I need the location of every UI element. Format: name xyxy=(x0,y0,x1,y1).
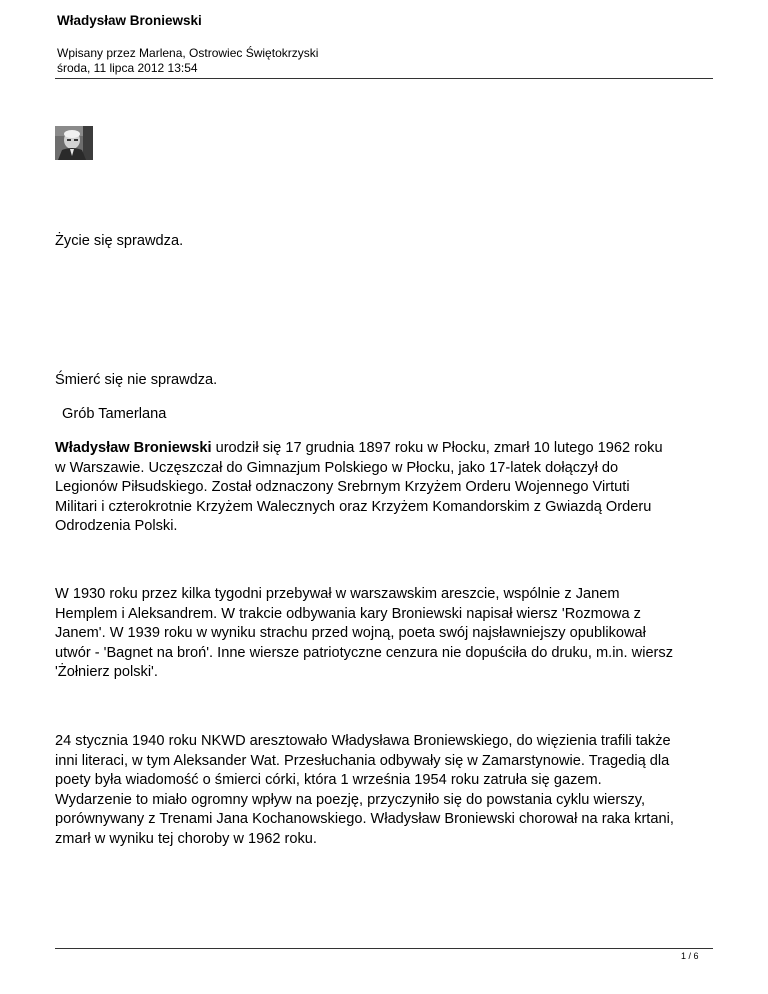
author-line: Wpisany przez Marlena, Ostrowiec Świętokrzyski xyxy=(57,46,319,60)
paragraph-line: Odrodzenia Polski. xyxy=(55,518,178,534)
paragraph-line: 24 stycznia 1940 roku NKWD aresztowało Władysława Broniewskiego, do więzienia trafili także xyxy=(55,733,671,749)
paragraph-line: W 1930 roku przez kilka tygodni przebywał w warszawskim areszcie, wspólnie z Janem xyxy=(55,586,620,602)
paragraph-line: poety była wiadomość o śmierci córki, która 1 września 1954 roku zatruła się gazem. xyxy=(55,772,602,788)
poem-title: Grób Tamerlana xyxy=(62,406,167,422)
article-meta xyxy=(57,46,318,76)
paragraph-nkwd-1940 xyxy=(55,732,723,849)
paragraph-line: w Warszawie. Uczęszczał do Gimnazjum Polskiego w Płocku, jako 17-latek dołączył do xyxy=(55,459,619,476)
paragraph-line: zmarł w wyniku tej choroby w 1962 roku. xyxy=(55,830,317,847)
paragraph-line: Wydarzenie to miało ogromny wpływ na poezję, przyczyniło się do powstania cyklu wierszy, xyxy=(55,791,646,808)
paragraph-biography xyxy=(55,439,723,537)
paragraph-line: 'Żołnierz polski'. xyxy=(55,664,158,680)
footer-divider xyxy=(55,948,713,949)
paragraph-line: Militari i czterokrotnie Krzyżem Walecznych oraz Krzyżem Komandorskim z Gwiazdą Orderu xyxy=(55,498,652,515)
paragraph-line: Janem'. W 1939 roku w wyniku strachu przed wojną, poeta swój najsławniejszy opublikował xyxy=(55,625,646,641)
subject-name: Władysław Broniewski xyxy=(55,440,212,456)
header-divider xyxy=(55,78,713,79)
portrait-image xyxy=(55,126,93,160)
paragraph-arrest-1930 xyxy=(55,585,723,683)
date-line: środa, 11 lipca 2012 13:54 xyxy=(57,61,198,75)
page-title: Władysław Broniewski xyxy=(57,13,202,28)
paragraph-line: utwór - 'Bagnet na broń'. Inne wiersze patriotyczne cenzura nie dopuściła do druku, m.in. wiersz xyxy=(55,644,674,661)
verse-line-life: Życie się sprawdza. xyxy=(55,233,184,249)
paragraph-line: Legionów Piłsudskiego. Został odznaczony Srebrnym Krzyżem Orderu Wojennego Virtuti xyxy=(55,479,630,495)
verse-line-death: Śmierć się nie sprawdza. xyxy=(55,372,218,388)
paragraph-line: Hemplem i Aleksandrem. W trakcie odbywania kary Broniewski napisał wiersz 'Rozmowa z xyxy=(55,605,641,622)
paragraph-line: inni literaci, w tym Aleksander Wat. Przesłuchania odbywały się w Zamarstynowie. Tragedią dla xyxy=(55,752,670,769)
paragraph-line xyxy=(55,439,723,459)
paragraph-line-text: urodził się 17 grudnia 1897 roku w Płocku, zmarł 10 lutego 1962 roku xyxy=(211,440,663,456)
page-number: 1 / 6 xyxy=(681,951,699,961)
author-photo xyxy=(55,126,93,160)
paragraph-line: porównywany z Trenami Jana Kochanowskiego. Władysław Broniewski chorował na raka krtani, xyxy=(55,811,674,827)
